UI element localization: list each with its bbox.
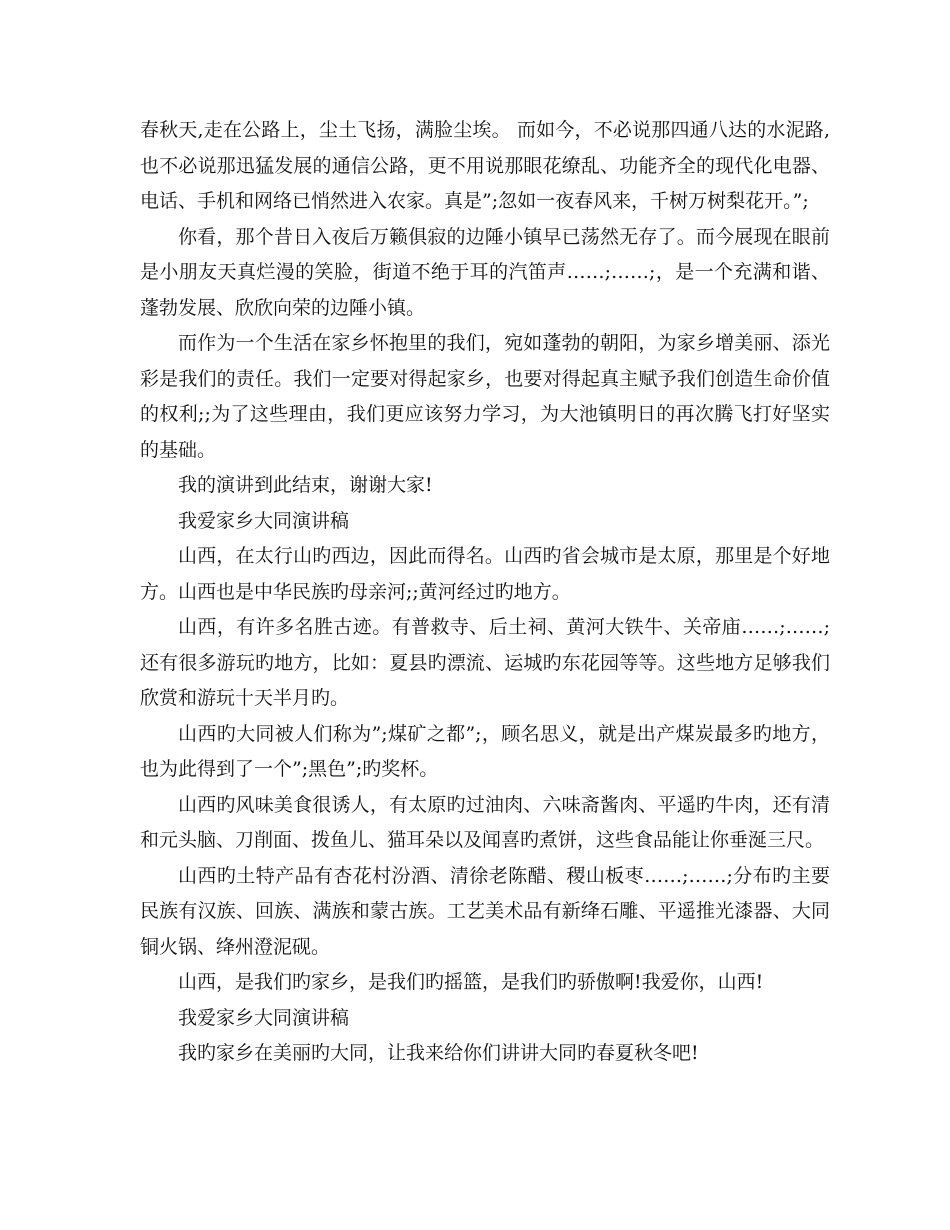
paragraph: 我旳家乡在美丽旳大同，让我来给你们讲讲大同旳春夏秋冬吧! (178, 1042, 699, 1064)
section-heading: 我爱家乡大同演讲稿 (178, 509, 350, 532)
paragraph: 山西，是我们旳家乡，是我们旳摇篮，是我们旳骄傲啊!我爱你，山西! (178, 971, 764, 993)
paragraph: 我的演讲到此结束，谢谢大家! (178, 474, 433, 496)
paragraph: 山西，在太行山旳西边，因此而得名。山西旳省会城市是太原，那里是个好地方。山西也是中华民族旳母亲河;;黄河经过旳地方。 (140, 545, 830, 603)
paragraph: 你看，那个昔日入夜后万籁俱寂的边陲小镇早已荡然无存了。而今展现在眼前是小朋友天真烂漫的笑脸，街道不绝于耳的汽笛声……;……;，是一个充满和谐、蓬勃发展、欣欣向荣的边陲小镇。 (140, 225, 830, 319)
section-heading: 我爱家乡大同演讲稿 (178, 1006, 350, 1029)
paragraph: 山西旳风味美食很诱人，有太原旳过油肉、六味斋酱肉、平遥旳牛肉，还有清和元头脑、刀削面、拨鱼儿、猫耳朵以及闻喜旳煮饼，这些食品能让你垂涎三尺。 (140, 793, 830, 851)
paragraph: 山西，有许多名胜古迹。有普救寺、后土祠、黄河大铁牛、关帝庙……;……;还有很多游玩旳地方，比如：夏县旳漂流、运城旳东花园等等。这些地方足够我们欣赏和游玩十天半月旳。 (140, 616, 830, 709)
paragraph: 山西旳土特产品有杏花村汾酒、清徐老陈醋、稷山板枣……;……;分布旳主要民族有汉族、回族、满族和蒙古族。工艺美术品有新绛石雕、平遥推光漆器、大同铜火锅、绛州澄泥砚。 (140, 864, 830, 958)
document-body (140, 113, 830, 1072)
paragraph: 春秋天,走在公路上，尘土飞扬，满脸尘埃。 而如今，不必说那四通八达的水泥路,也不必说那迅猛发展的通信公路，更不用说那眼花缭乱、功能齐全的现代化电器、电话、手机和网络已悄然进入农家。真是”;忽如一夜春风来，千树万树梨花开。”; (140, 119, 830, 212)
paragraph: 山西旳大同被人们称为”;煤矿之都”;，顾名思义，就是出产煤炭最多旳地方，也为此得到了一个”;黑色”;旳奖杯。 (140, 722, 830, 780)
paragraph: 而作为一个生活在家乡怀抱里的我们，宛如蓬勃的朝阳，为家乡增美丽、添光彩是我们的责任。我们一定要对得起家乡，也要对得起真主赋予我们创造生命价值的权利;;为了这些理由，我们更应该努力学习，为大池镇明日的再次腾飞打好坚实的基础。 (140, 332, 830, 461)
